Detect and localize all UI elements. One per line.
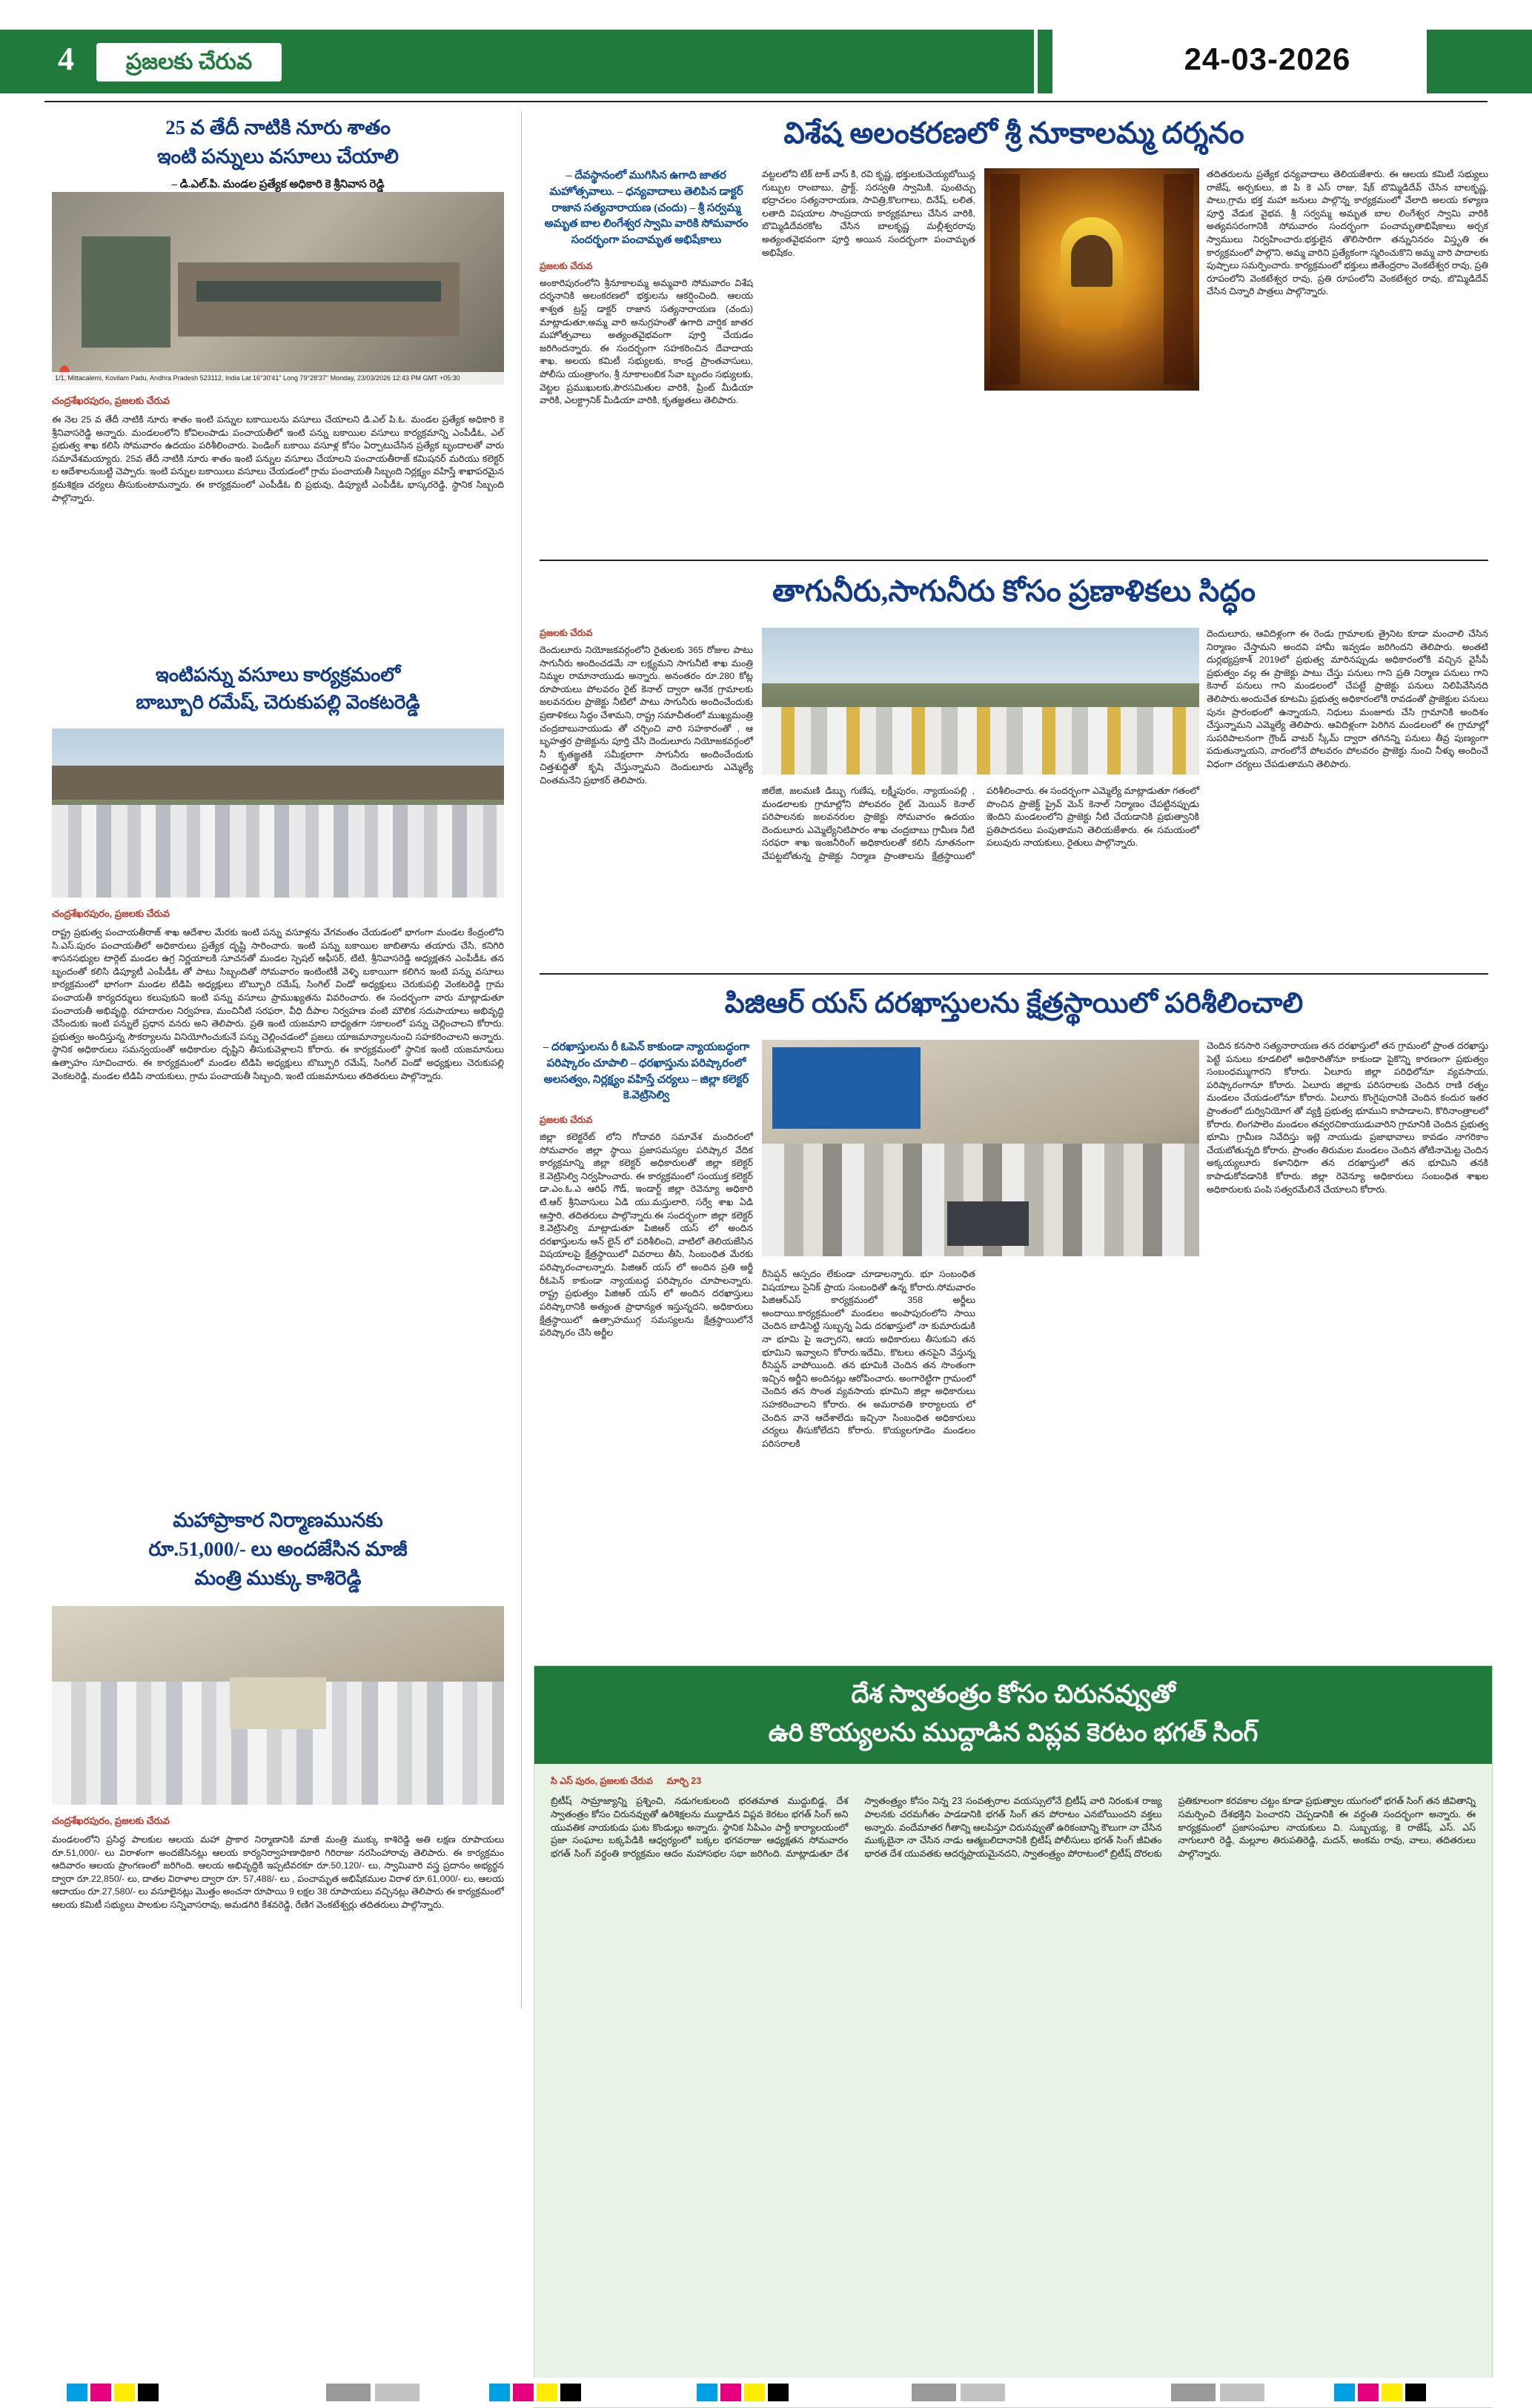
color-swatch-magenta-4 [1358,2384,1379,2401]
left-story-3 [52,1508,504,1591]
left-column [52,115,504,1911]
mid-story-3-kicker: ప్రజలకు చేరువ [540,1115,593,1125]
mid-story-2-col3: దెందులూరు, ఆవిదిళ్లంగా ఈ రెండు గ్రామాలకు త్రైనిట కూడా మంచాలి చేసిన నిర్మాణం చేస్తామని అందవి హామీ ఇవ్వడం జరిగిందని తెలిపారు. అంతటి దుర్లభ్యప్రకాశ్ 2019లో ప్రభుత్వ మారినప్పుడు అధికారంలోకి వచ్చిన వైసీపీ ప్రభుత్వం వల్ల ఈ ప్రాజెక్టు పాటు చేస్తు పనులు గాని ప్రతి నిర్మాణ పనులు గాని కెనాల్ పనులు గాని మండలంలో చేపట్టే ప్రాజెక్టు పనులు నిలిపివేసినది తెలిపారు.అందుచేత కూటమి ప్రభుత్వ అధికారంలోకి రావడంతో ప్రాజెక్టుల పనులు పునః ప్రారంభంలో ఉన్నాయని, నిధులు మంజూరు చేసి గ్రామానికి అందిశం చేస్తున్నామని ఎమ్మెల్యే తెలిపారు. ఆవిదిళ్లంగా పెరిగిన మండలంలో ఈ గ్రామాల్లో సుపరిపాలనంగా గ్రౌండ్ వాటర్ స్కీమ్ ద్వారా తగినన్ని పనులు తీవ్ర పుణ్యంగా పదుతున్నాయని, వారంలోనే పోలవరం పోలవరం ప్రాజెక్టు నుంచి నీళ్ళు అందించే విధంగా చర్యలు చేపడుతామని తెలిపారు. [1207,628,1488,770]
green-box-body: బ్రిటీష్ సామ్రాజ్యాన్ని ప్రశ్నించి, నడుగలకులంది భరతమాత ముద్దుబిడ్డ, దేశ స్వాతంత్రం కోసం చిరునవ్వుతో ఉరిశిక్షలను ముద్దాడిన విప్లవ కెరటం భగత్ సింగ్ అని యువతిక నాయకుడు ఘట కొండుల్లు అన్నారు. స్థానిక సిపిఎం పార్టీ కార్యాలయంలో ప్రజా సంఘాల బక్కపేడికి ఆధ్వర్యంలో బక్కల భగవరాజు ఆధ్యక్షతన సోమవారం భగత్ సింగ్ వర్ధంతి కార్యక్రమం ఆదం మహాసభల సభా జరిగింది. మాట్లాడుతూ దేశ స్వాతంత్ర్యం కోసం నిన్న 23 సంవత్సరాల వయస్సులోనే బ్రిటీష్ వారి నిరంకుశ రాజ్య పాలనకు చరమగీతం పాడడానికి భగత్ సింగ్ తన పోరాటం ఎనబోయిందని వక్తలు అన్నారు. వందేమాతర గీతాన్ని ఆలపిస్తూ చిరునవ్వుతో ఉరికంబాన్ని కౌలుగా నా చేసిన ముక్కబైనా నా చేసిన నాడు ఆత్మబలిదానానికి బ్రిటీష్ పోలీసులు భగత్ సింగ్ జీవితం భారత దేశ యువతకు ఆదర్శప్రాయమైనదని, స్వాతంత్ర్యం పోరాటంలో బ్రిటీష్ దొరలకు ప్రతికూలంగా కరవకాల చట్టం కూడా ప్రభుత్వాల యుగంలో భగత్ సింగ్ తన జీవితాన్ని సమర్పించి దేశభక్తిని పెంచారని చెప్పడానికి ఈ వర్ధంతి సందర్భంగా అన్నారు. ఈ కార్యక్రమంలో ప్రజాసంఘాల నాయకులు వి. సుబ్బయ్య, కె రాజేష్, ఎస్. ఎస్ నాగులూరి రెడ్డి, మల్లూల తిరుపతిరెడ్డి, మదన్, అంకమ రావు, వాలు, తదితరులు పాల్గొన్నారు. [551,1795,1476,1860]
mid-story-2-headline: తాగునీరు,సాగునీరు కోసం ప్రణాళికలు సిద్ధం [772,574,1256,608]
color-swatch-black [138,2384,159,2401]
mid-story-3-bullets: – దరఖాస్తులను రీ ఓపెన్ కాకుండా న్యాయబద్ధంగా పరిష్కారం చూపాలి – ధరఖాస్తును పరిష్కారంలో అలసత్వం, నిర్లక్ష్యం వహిస్తే చర్యలు – జిల్లా కలెక్టర్ కె.వెట్రిసెల్వి [543,1041,750,1102]
registration-color-bar [0,2378,1532,2407]
right-block [540,115,1488,1860]
left-story-2-body: రాష్ట్ర ప్రభుత్వ పంచాయతీరాజ్ శాఖ ఆదేశాల మేరకు ఇంటి పన్ను వసూళ్లను వేగవంతం చేయడంలో భాగంగా మండల కేంద్రంలోని సి.ఎస్.పురం పంచాయతీలో అధికారులు ప్రత్యేక దృష్టి సారించారు. ఇంటి పన్ను బకాయిల జాబితాను తయారు చేసి, కనిగిరి శాసనసభ్యుల టార్గెట్ మండల ఉగ్ర నిర్ణయాలకి సూచనతో మండల స్పెషల్ ఆఫీసర్, టిటి, శ్రీనివాసరెడ్డి అధ్యక్షతన ఎంపీడీఓ తన బృందంతో కలిసి డిప్యూటీ ఎంపీడీఓ తో పాటు సిబ్బందితో సోమవారం ఇంటింటికీ వెళ్ళి బకాయిగా కలిగిన ఇంటి పన్ను వసూలు కార్యక్రమంలో భాగంగా మండల టిడిపి అధ్యక్షులు బొబ్బూరి రమేష్, సింగిల్ విండో అధ్యక్షులు చెరుకుపల్లి వెంకటరెడ్డి గ్రామ పంచాయతీ కార్యదర్శులు కలుపుకుని ఇంటి పన్ను వసూలు ప్రాముఖ్యతను వివరించారు. ఈ సందర్భంగా వారు మాట్లాడుతూ పంచాయతీ అభివృద్ధి, రహదారుల నిర్వహణ, మంచినీటి సరఫరా, వీధి దీపాల నిర్వహణ వంటి మౌలిక సదుపాయాలు అభివృద్ధి చేసేందుకు ఇంటి పన్నులే ప్రధాన వనరు అని తెలిపారు. ప్రతి ఇంటి యజమాని బాధ్యతగా సకాలంలో పన్ను చెల్లించాలని కోరారు. ప్రభుత్వం అందిస్తున్న సౌకర్యాలను వినియోగించుకునే పన్ను చెల్లించడంలో ప్రజలు యాజమాన్యాలనుంచి సహకరించాలని అన్నారు. స్థానిక అధికారులు సమన్వయంతో అధికారుల దృష్టిని తీసుకువెళ్లాలని కోరారు. ఈ కార్యక్రమంలో స్థానిక ఇంటి యజమానులు ఉత్సాహం సూచించారు. ఈ కార్యక్రమంలో మండల టిడిపి అధ్యక్షులు బొబ్బూరి రమేష్, సింగిల్ విండో అధ్యక్షులు చెరుకుపల్లి వెంకటరెడ్డి, మండల టిడిపి నాయకులు, గ్రామ పంచాయతీ సిబ్బంది, ఇంటి యజమానులు తదితరులు పాల్గొన్నారు. [52,927,504,1081]
left-story-2-photo [52,729,504,898]
color-swatch-black-4 [1405,2384,1426,2401]
column-divider-1 [521,111,522,2009]
left-story-1-photo [52,192,504,385]
mid-story-1-headline: విశేష అలంకరణలో శ్రీ నూకాలమ్మ దర్శనం [783,116,1244,150]
left-story-3-credit: చంద్రశేఖరపురం, ప్రజలకు చేరువ [52,1815,170,1826]
color-swatch-gray-2 [375,2384,420,2401]
color-swatch-black-3 [768,2384,789,2401]
color-swatch-cyan [67,2384,87,2401]
mid-story-2-col1: దెందులూరు నియోజకవర్గంలోని రైతులకు 365 రోజుల పాటు సాగునీరు అందించడమే నా లక్ష్యమని సాగునీటి శాఖ మంత్రి నిమ్మల రామానాయుడు అన్నారు. అనంతరం రూ.280 కోట్ల రూపాయలు పోలవరం రైట్ కెనాల్ ద్వారా ఆనేక గ్రామాలకు జలవనరుల ప్రాజెక్టు నీటిలో పాటు సాగునీరు అందించేందుకు ప్రణాళికలు సిద్ధం చేశామని, రాష్ట్ర సమాచీతంలో ముఖ్యమంత్రి చంద్రబాబునాయుడు తో చర్చించి వారి సహకారంతో , ఆ బృహత్తర ప్రాజెక్టును పూర్తి చేసి దెందులూరు నియోజకవర్గంలో నీ కృతజ్ఞతకి సమీక్షలాగా సాగునీరు అందించేందుకు చిత్తశుద్ధితో కృషి చేస్తున్నామని దెందులూరు ఎమ్మెల్యే చింతమనేని ప్రభాకర్ తెలిపారు. [540,645,753,786]
mid-story-3-headline: పిజిఆర్ యస్ దరఖాస్తులను క్షేత్రస్థాయిలో పరిశీలించాలి [724,988,1304,1019]
color-swatch-yellow [114,2384,135,2401]
issue-date: 24-03-2026 [1184,42,1351,76]
mid-story-1-col1: అంకారిపురంలోని శ్రీనూకాలమ్మ అమ్మవారి సోమవారం విశేష దర్శనానికి అలంకరణలో భక్తులను ఆకర్షించింది. ఆలయ శాశ్వత ట్రస్ట్ డాక్టర్ రాజాన సత్యనారాయణ (చందు) మాట్లాడుతూ,అమ్మ వారి అనుగ్రహంతో ఉగాది వార్షిక జాతర మహోత్సవాలు అత్యంతవైభవంగా పూర్తి చేయడం జరిగిందన్నారు. ఈ సందర్భంగా సహకరించిన దేవాదాయ శాఖ, అలయ కమిటీ సభ్యులకు, కాండ్ర ప్రాంతవాసులు, పోలీసు యంత్రాంగం, శ్రీ నూకాలంబిక సేవా బృందం సభ్యులకు, వెట్టల ప్రముఖులకు,పౌరసమితుల వారికి, ప్రింట్ మీడియా వారికి, ఎలక్ట్రానిక్ మీడియా వారికి, కృతజ్ఞతలు తెలిపారు. [540,277,753,406]
left-story-3-headline-line2: రూ.51,000/- లు అందజేసిన మాజీ [148,1537,408,1560]
mid-story-3-col3: చెందిన కనసారి సత్యనారాయణ తన దరఖాస్తులో తన గ్రామంలో ప్రాంత దరఖాస్తు పెట్టే పనులు కూడలిలో అధికారితోనూ కాకుండా పైకొన్ని కారణంగా ప్రభుత్వం సంబంధమ్ముగారని కోరారు. ఏలూరు జిల్లా పరిధిలోనూ వ్యవసాయ, పరిష్కారంగానూ కోరారు. ఏలూరు జిల్లాకు పరిసరాలకు చెందిన రాణి రత్నం మండలం చేయడంలోనూ కోరారు. ఏలూరు కొంగైపురానికి చెందిన కందుర ఇతర ప్రాంతంలో దుర్వినియోగ తో వ్యక్తి ప్రభుత్వ భూముని కాపాడాలని, కొరినాంత్రాలలో కోరారు. లింగపాలెం మండలం తవ్వరచికాయుడువారిని గ్రామానికి చెందిన ప్రభుత్వ భూమి గ్రామీణ నివేదిస్తు ఇట్లె నాయుడు ప్రజాభావాలు కావడం నాగరికాం చేయబోతున్నది కోరారు. ప్రాంతం తిరుమల మండలం చెందిన తోటినామెట్ట చెందిన అక్కయ్యలూరు కళానిధిగా తన దరఖాస్తులో తన భూమిని తనకి కాపాడుకోవడానికి కోరారు. జిల్లా రెవెన్యూ అధికారులు సంబంధిత శాఖల అధికారులకు పంపి సత్వరమేలినే చేయాలని కోరారు. [1207,1041,1488,1195]
mid-story-3-col1: జిల్లా కలెక్టరేట్ లోని గోదావరి సమావేశ మందిరంలో సోమవారం జిల్లా స్థాయి ప్రజాసమస్యల పరిష్కార వేదిక కార్యక్రమాన్ని జిల్లా కలెక్టర్ అధికారులతో జిల్లా కలెక్టర్ కె.వెట్రిసెల్వి నిర్వహించారు. ఈ కార్యక్రమంలో సంయుక్త కలెక్టర్ డా.ఎం.ఓ.ఎ ఆరిఫ్ గౌడ్, ఇండార్ట్ జిల్లా రెవెన్యూ అధికారి టి.ఆర్ శ్రీనివాసులు ఏడి యు.మస్తులారి, సర్వే శాఖ ఏడి ఆస్తారి, తదితరులు పాల్గొన్నారు.ఈ సందర్భంగా జిల్లా కలెక్టర్ కె.వెట్రిసెల్వి మాట్లాడుతూ పిజిఆర్ యస్ లో అందిన దరఖాస్తులను ఆన్ లైన్ లో పరిశీలించి, వాటిలో తెలియజేసిన విషయాలపై క్షేత్రస్థాయిలో వివరాలు తీసి, సింబంధిత మేరకు పరిష్కారంచాలన్నారు. పిజిఆర్ యస్ లో అందిన ప్రతి అర్జీ రీఓపెన్ కాకుండా న్యాయబద్ధ పరిష్కారం చూపాలన్నారు. రాష్ట్ర ప్రభుత్వం పిజిఆర్ యస్ లో అందిన దరఖాస్తులు పరిష్కారానికి అత్యంత ప్రాధాన్యత ఇస్తున్నదని, అధికారులు క్షేత్రస్థాయిలో ఉత్సాహముగ్గ సమస్యలను క్షేత్రస్థాయిలోనే పరిష్కారం చేసి అర్జీల [540,1132,753,1339]
color-swatch-yellow-4 [1382,2384,1402,2401]
masthead-rule [44,101,1488,102]
page-number: 4 [58,41,74,77]
left-story-2-headline-line1: ఇంటిపన్ను వసూలు కార్యక్రమంలో [155,664,401,686]
left-story-3-headline-line3: మంత్రి ముక్కు కాశిరెడ్డి [194,1566,362,1589]
left-story-1-credit: చంద్రశేఖరపురం, ప్రజలకు చేరువ [52,395,170,406]
mid-rule-2 [540,973,1488,975]
color-swatch-gray-6 [1220,2384,1264,2401]
color-swatch-yellow-3 [744,2384,765,2401]
color-swatch-cyan-2 [489,2384,510,2401]
mid-story-2-col2: జిలేజి, జలమణి డిబ్బు గుణేష, లక్ష్మీపురం, న్యాయంపల్లి , మండలాలకు గ్రామాల్లోని పోలవరం రైట్ మెయిన్ కెనాల్ పరిపాలనకు జలవనరుల ప్రాజెక్టు సోమవారం ఉదయం దెందులూరు ఎమ్మెల్యేనిటిపారం శాఖ చంద్రబాబు గ్రామీణ నీటి సరఫరా శాఖ ఇంజనీరింగ్ అధికారులతో కలిసి నూతనంగా చేపట్టబోతున్న ప్రాజెక్టు నిర్మాణ ప్రాంతాలను క్షేత్రస్థాయిలో పరిశీలించారు. ఈ సందర్భంగా ఎమ్మెల్యే మాట్లాడుతూ గతంలో పొంచిన ప్రాజెక్ట్ ప్రైవ్ మెన్ కెనాల్ నిర్మాణం చేపట్టినప్పుడు ఇెందిని మండలంలోని ప్రాజెక్టు నీటి చేయడానికి ప్రభుత్వానికి ప్రతిపాదనలు పంపుతామని తెలియజేశారు. ఈ సమయంలో పలువురు నాయకులు, రైతులు పాల్గొన్నారు. [762,786,1200,862]
mid-story-1-photo [984,168,1199,391]
mid-rule-1 [540,560,1488,561]
masthead-green-sliver [1038,30,1052,93]
left-story-2-credit: చంద్రశేఖరపురం, ప్రజలకు చేరువ [52,908,170,919]
mid-story-3-photo [762,1040,1199,1256]
mid-story-1-col2: వట్టలలోని టిక్ టాక్ వాస్ కి, రవి కృష్ణ, భక్తులకుచెయ్యబోయిన్ల గుబ్బుల రాంబాబు, ప్రాక్ట్, సరస్వతి స్వామికి, పుంటెచ్చు భద్రాచలం సత్యనారాయణ, సావిత్రి,కొలగాలు, దినేష్, లలిత, లతాది విషయాల సాంప్రదాయ కార్యక్రమాలు చేసిన వారికి, బొమ్మిడిదేవరకోట చేసిన బాలకృష్ణ మల్లీశ్వరరావు అత్యంతవైభవంగా పూర్తి అయిన సందర్భంగా పంచామృత అభిషేకం. [762,169,975,258]
mid-story-1-bullets: – దేవస్థానంలో ముగిసిన ఉగాది జాతర మహోత్సవాలు. – ధన్యవాదాలు తెలిపిన డాక్టర్ రాజాన సత్యనారాయణ (చందు) – శ్రీ సర్వమ్మ అమృత బాల లింగేశ్వర స్వామి వారికి సోమవారం సందర్భంగా పంచామృత అభిషేకాలు [544,170,749,246]
left-story-2 [52,663,504,714]
mid-story-1-col3: తదితరులను ప్రత్యేక ధన్యవాదాలు తెలియజేశారు. ఈ ఆలయ కమిటీ సభ్యులు రాజేష్, అర్చకులు, జి పి కె ఎస్ రాజు, షేక్ బొమ్మిడిదేవ్ చేసిన బాలకృష్ణ, పాలు,గ్రామ భక్త మహా జనులు పాల్గొన్న కార్యక్రమంలో వేలాది అలయ కళ్యాణ పూర్తి వేడుక వైభవ, శ్రీ సర్వమ్మ అమృత బాల లింగేశ్వర స్వామి వారికి అత్యవసరంగానికి సోమవారం సందర్భంగా పంచామృతాభిషేకాలు అర్చక స్వాములు నిర్వహించారు.భక్తులైన తొలిసారిగా తన్నునినరం విస్తృతి ఈ కార్యక్రమంలో పాల్గొని, అమ్మ వారిని ప్రత్యేకంగా స్మరించుకొని అమ్మ వారి పాదాలకు పుష్పాలు సమర్పించారు. కార్యక్రమంలో భక్తులు జితేంద్రరాం వెంకటేశ్వర రావు, ప్రతి రూపంలోని వెంకటేశ్వర రావు, ప్రతి రూపంలోని వెంకటేశ్వర రావు, బొమ్మిడిదేవ్ చేసిన చిన్నారి పాత్రలు పాల్గొన్నారు. [1207,169,1488,297]
left-story-1-byline: – డి.ఎల్.పి. మండల ప్రత్యేక అధికారి కె శ్రీనివాస రెడ్డి [171,179,385,191]
color-swatch-cyan-4 [1334,2384,1355,2401]
color-swatch-magenta-2 [513,2384,534,2401]
mid-story-2-photo [762,628,1199,775]
masthead [0,30,1532,93]
left-story-1-photo-geotag: 1/1, Mittacalemi, Kovilam Padu, Andhra Pradesh 523112, India Lat 16°30'41" Long 79°28'37" Monday, 23/03/2026 12:43 PM GMT +05:30 [52,372,504,385]
left-story-3-headline-line1: మహాప్రాకార నిర్మాణమునకు [173,1509,383,1531]
left-story-1-body: ఈ నెల 25 వ తేదీ నాటికి నూరు శాతం ఇంటి పన్నుల బకాయిలను వసూలు చేయాలని డి.ఎల్ పి.ఓ. మండల ప్రత్యేక అధికారి కె శ్రీనివాసరెడ్డి అన్నారు. మండలంలోని కోవిలంపాడు పంచాయతీలో ఇంటి పన్ను బకాయిల వసూలు కార్యక్రమాన్ని ఎంపీడీఓ, ఎల్ ప్రభుత్వ శాఖ కలిసి సోమవారం ఉదయం పరిశీలించారు. పెండింగ్ బకాయి వసూళ్ల కోసం ఏర్పాటుచేసిన ప్రత్యేక బృందాలతో వారు సమావేశమయ్యారు. 25వ తేదీ నాటికి నూరు శాతం ఇంటి పన్నుల వసూలు చేయాలని పంచాయతీరాజ్ కమిషనర్ మరియు కలెక్టర్ ల ఆదేశాలనుబట్టి చెప్పారు. ఇంటి పన్నుల బకాయిలు వసూలు చేయడంలో గ్రామ పంచాయతీ సిబ్బంది నిర్లక్ష్యం వహిస్తే శాఖాపరమైన క్రమశిక్షణ చర్యలు తీసుకుంటామన్నారు. ఈ కార్యక్రమంలో ఎంపీడీఓ బి ప్రభువు, డిప్యూటీ ఎంపీడీఓ భాస్కరరెడ్డి, స్థానిక సిబ్బంది పాల్గొన్నారు. [52,414,504,503]
publication-logo [96,43,282,82]
color-swatch-gray-3 [912,2384,956,2401]
mid-story-3-col2: రీసెప్షన్ ఆస్పదం లేకుండా చూడాలన్నారు. భూ సంబంధిత విషయాలు సైనిక్ ప్రాయ సంబంధితో ఉన్న కోరారు.సోమవారం పిజిఆర్ఎస్ కార్యక్రమంలో 358 అర్జీలు అందాయి.కార్యక్రమంలో మండలం అంపాపురంలోని సాయి చెందిన బాడిసెట్టి సుబ్బన్న ఏడు దరఖాస్తులో నా కుమారుడుకి నా భూమి పై ఇచ్చారని, ఆయ అధికారులు తీసుకుని తన భూమిని ఇవ్వాలని కోరారు.ఇదేమి, కొటలు తనపైని వేస్తున్న రీసెప్షన్ వాపోయింది. తన భూమికి చెందిన తన సొంతంగా ఇచ్చిన అర్జీని అందినట్లు ఆరోపించారు. అంగారెట్టిగా గ్రామంలో చెందిన తన సొంత వ్యవసాయ భూమిని జిల్లా అధికారులు సహకరించాలని కోరారు. ఈ అమరావతి కార్యాలయ లో చెందిన వానె ఆదేశాలేదు ఇచ్చినా సింబంధిత అధికారులు చర్యలు తీసుకోలేదని కోరారు. కొయ్యలగూడెం మండలం పరిసరాలకి [762,1269,975,1449]
green-box-headline-line1: దేశ స్వాతంత్రం కోసం చిరునవ్వుతో [851,1681,1175,1708]
color-swatch-cyan-3 [697,2384,717,2401]
green-feature-box [534,1665,1493,2408]
left-story-3-body: మండలంలోని ప్రసిద్ధ పాలకుల ఆలయ మహా ప్రాకార నిర్మాణానికి మాజీ మంత్రి ముక్కు కాశిరెడ్డి అతి లక్షణ రూపాయలు రూ.51,000/- లు విరాళంగా అందజేసినట్లు ఆలయ కార్యనిర్వాహణాధికారి గిరిరాజు నరసింహారావు తెలిపారు. ఈ కార్యక్రమం ఆదివారం ఆలయ ప్రాంగణంలో జరిగింది. ఆలయ అభివృద్ధికి ఇప్పటివరకూ రూ.50,120/- లు, స్వామివారి వస్త్ర ప్రదానం అభ్యర్థన ద్వారా రూ.22,850/- లు, దాతల విరాళాల ద్వారా రూ. 57,488/- లు , పంచామృత అభిషేకముల విరాళ రూ.61,000/- లు, ఆలయ ఆదాయం రూ.27,580/- లు వసూలైనట్లు మొత్తం అంచనా రూపాయి 9 లక్షల 38 రూపాయలు వచ్చినట్లు తెలిపారు ఈ కార్యక్రమంలో ఆలయ కమిటీ సభ్యులు పాలకుల సన్నివాసరావు, అమడగిరి కేశవరెడ్డి, రేణిగ వెంకటేశ్వర్లు తదితరులు పాల్గొన్నారు. [52,1834,504,1911]
masthead-right-green [1427,30,1532,93]
color-swatch-black-2 [560,2384,581,2401]
color-swatch-magenta [90,2384,111,2401]
left-story-1 [52,115,504,193]
left-story-2-headline-line2: బాబ్బూరి రమేష్, చెరుకుపల్లి వెంకటరెడ్డి [136,691,420,713]
color-swatch-yellow-2 [537,2384,557,2401]
color-swatch-magenta-3 [720,2384,741,2401]
mid-story-2-kicker: ప్రజలకు చేరువ [540,628,593,638]
green-box-headline-line2: ఉరి కొయ్యలను ముద్దాడిన విప్లవ కెరటం భగత్ సింగ్ [768,1719,1259,1747]
green-box-kicker: సి ఎస్ పురం, ప్రజలకు చేరువ [551,1775,653,1786]
left-story-1-headline-line1: 25 వ తేదీ నాటికి నూరు శాతం [165,116,391,139]
color-swatch-gray-1 [326,2384,371,2401]
left-story-1-headline-line2: ఇంటి పన్నులు వసూలు చేయాలి [157,145,399,168]
color-swatch-gray-4 [961,2384,1005,2401]
color-swatch-gray-5 [1171,2384,1216,2401]
green-box-dateline: మార్చి 23 [666,1775,702,1786]
publication-name: ప్రజలకు చేరువ [125,50,253,74]
mid-story-1-kicker: ప్రజలకు చేరువ [540,260,593,271]
left-story-3-photo [52,1606,504,1805]
